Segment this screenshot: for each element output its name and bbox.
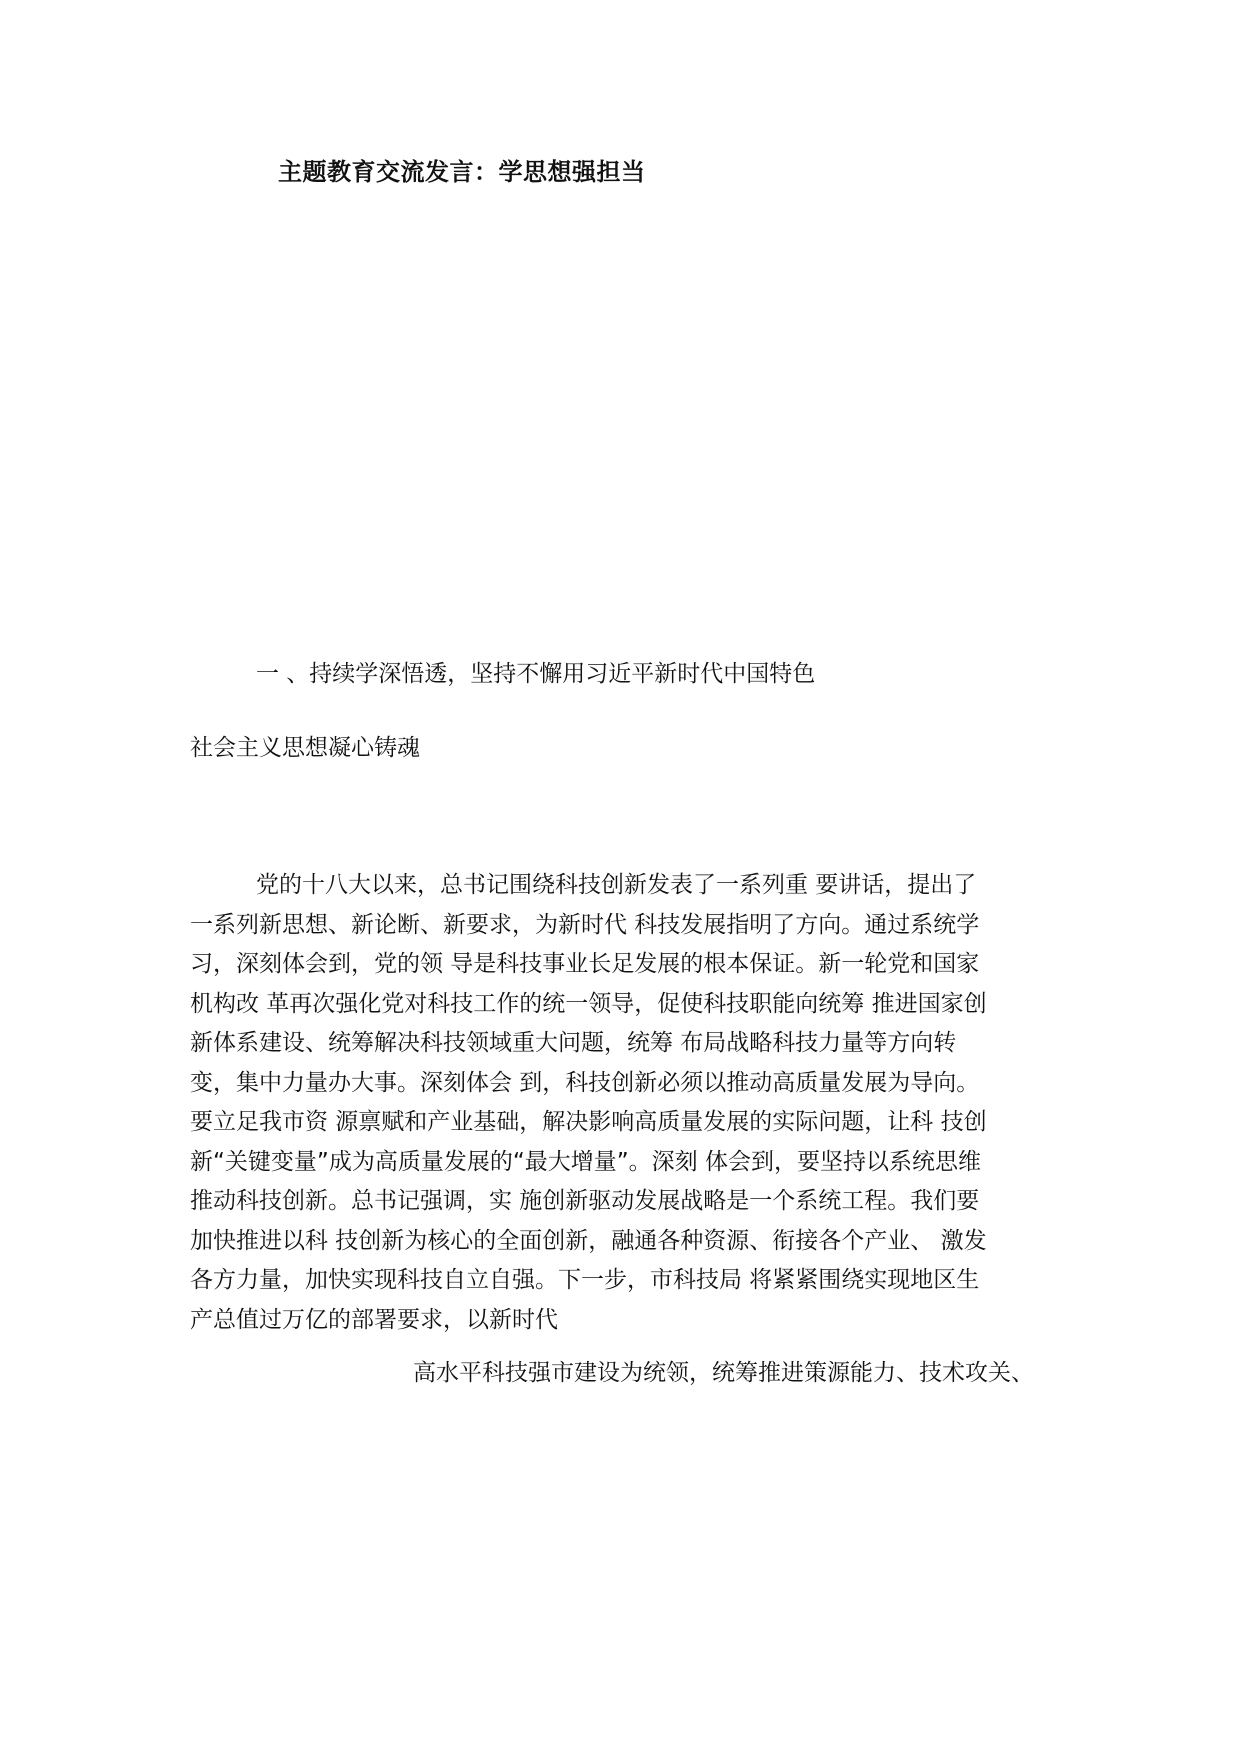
- section-heading: [190, 637, 1060, 785]
- paragraph-line: 要立足我市资 源禀赋和产业基础，解决影响高质量发展的实际问题，让科 技创: [190, 1109, 987, 1135]
- paragraph-line: 各方力量，加快实现科技自立自强。下一步，市科技局 将紧紧围绕实现地区生: [190, 1267, 980, 1293]
- section-heading-line-2: 社会主义思想凝心铸魂: [190, 735, 420, 761]
- body-paragraph: [190, 866, 1060, 1340]
- document-title: 主题教育交流发言：学思想强担当: [278, 158, 646, 186]
- paragraph-line: 变，集中力量办大事。深刻体会 到，科技创新必须以推动高质量发展为导向。: [190, 1069, 980, 1096]
- paragraph-line: 产总值过万亿的部署要求，以新时代: [190, 1306, 558, 1333]
- paragraph-line: 机构改 革再次强化党对科技工作的统一领导，促使科技职能向统筹 推进国家创: [190, 990, 987, 1017]
- continuation-line: 高水平科技强市建设为统领，统筹推进策源能力、技术攻关、: [413, 1360, 1034, 1386]
- paragraph-line: 党的十八大以来，总书记围绕科技创新发表了一系列重 要讲话，提出了: [256, 872, 977, 898]
- paragraph-line: 新“关键变量”成为高质量发展的“最大增量”。深刻 体会到，要坚持以系统思维: [190, 1148, 981, 1175]
- paragraph-line: 习，深刻体会到，党的领 导是科技事业长足发展的根本保证。新一轮党和国家: [190, 951, 980, 977]
- paragraph-line: 新体系建设、统筹解决科技领域重大问题，统筹 布局战略科技力量等方向转: [190, 1030, 957, 1056]
- paragraph-line: 推动科技创新。总书记强调，实 施创新驱动发展战略是一个系统工程。我们要: [190, 1188, 980, 1214]
- paragraph-line: 加快推进以科 技创新为核心的全面创新，融通各种资源、衔接各个产业、 激发: [190, 1227, 987, 1254]
- section-heading-line-1: 一 、持续学深悟透，坚持不懈用习近平新时代中国特色: [256, 661, 816, 687]
- paragraph-line: 一系列新思想、新论断、新要求，为新时代 科技发展指明了方向。通过系统学: [190, 911, 980, 938]
